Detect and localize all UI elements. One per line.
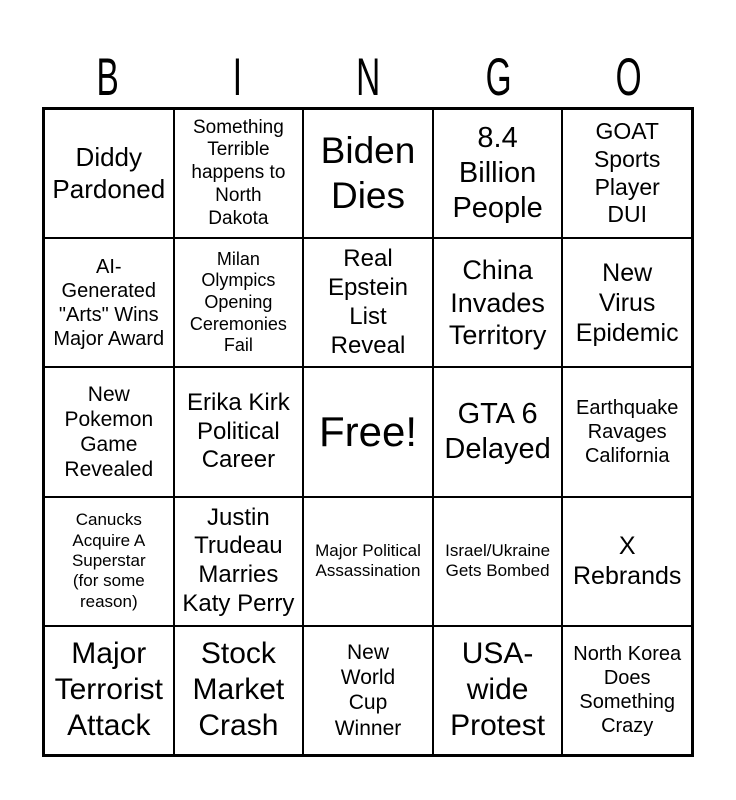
cell-text: Something Terrible happens to North Dakota bbox=[191, 116, 286, 229]
cell-text: Israel/Ukraine Gets Bombed bbox=[445, 540, 551, 581]
bingo-cell-r1c3[interactable] bbox=[303, 109, 433, 238]
bingo-cell-r4c4[interactable] bbox=[433, 497, 563, 626]
bingo-cell-r5c4[interactable] bbox=[433, 626, 563, 755]
bingo-cell-r5c1[interactable] bbox=[44, 626, 174, 755]
bingo-cell-r4c1[interactable] bbox=[44, 497, 174, 626]
title-slot-n bbox=[303, 48, 433, 107]
cell-text: New Virus Epidemic bbox=[575, 258, 679, 347]
bingo-cell-r1c1[interactable] bbox=[44, 109, 174, 238]
cell-text: Erika Kirk Political Career bbox=[187, 388, 290, 474]
cell-text: Justin Trudeau Marries Katy Perry bbox=[182, 503, 295, 617]
title-slot-b bbox=[42, 48, 172, 107]
cell-text: GOAT Sports Player DUI bbox=[593, 118, 661, 228]
cell-text: Major Political Assassination bbox=[315, 540, 421, 581]
cell-text: Major Terrorist Attack bbox=[54, 637, 163, 743]
cell-text: Milan Olympics Opening Ceremonies Fail bbox=[189, 248, 287, 356]
cell-text: Diddy Pardoned bbox=[52, 142, 166, 204]
cell-text: 8.4 Billion People bbox=[452, 122, 543, 224]
title-letter-o: O bbox=[615, 48, 642, 107]
cell-text: AI-Generated "Arts" Wins Major Award bbox=[53, 255, 165, 350]
bingo-cell-r2c2[interactable] bbox=[174, 238, 304, 367]
cell-text: China Invades Territory bbox=[448, 255, 547, 350]
cell-text: New World Cup Winner bbox=[334, 641, 402, 740]
bingo-cell-r5c2[interactable] bbox=[174, 626, 304, 755]
cell-text: New Pokemon Game Revealed bbox=[64, 382, 154, 482]
bingo-cell-r4c5[interactable] bbox=[562, 497, 692, 626]
bingo-cell-r5c5[interactable] bbox=[562, 626, 692, 755]
title-slot-i bbox=[172, 48, 302, 107]
cell-text: Real Epstein List Reveal bbox=[327, 245, 409, 359]
bingo-cell-r3c2[interactable] bbox=[174, 367, 304, 496]
bingo-cell-r1c5[interactable] bbox=[562, 109, 692, 238]
bingo-title bbox=[42, 0, 694, 107]
bingo-cell-r1c2[interactable] bbox=[174, 109, 304, 238]
cell-text: X Rebrands bbox=[572, 532, 682, 591]
cell-text: Stock Market Crash bbox=[192, 637, 285, 743]
title-letter-i: I bbox=[232, 48, 243, 107]
cell-text: USA-wide Protest bbox=[450, 637, 546, 743]
bingo-cell-r2c4[interactable] bbox=[433, 238, 563, 367]
cell-text: North Korea Does Something Crazy bbox=[573, 643, 682, 738]
bingo-cell-r3c5[interactable] bbox=[562, 367, 692, 496]
title-letter-n: N bbox=[355, 48, 381, 107]
bingo-cell-r3c4[interactable] bbox=[433, 367, 563, 496]
cell-text: Earthquake Ravages California bbox=[576, 396, 679, 467]
title-letter-b: B bbox=[96, 48, 119, 107]
cell-text: GTA 6 Delayed bbox=[444, 398, 551, 465]
bingo-cell-r1c4[interactable] bbox=[433, 109, 563, 238]
cell-text: Free! bbox=[318, 407, 417, 455]
title-slot-o bbox=[564, 48, 694, 107]
bingo-cell-r3c1[interactable] bbox=[44, 367, 174, 496]
bingo-card bbox=[42, 0, 694, 757]
bingo-cell-r5c3[interactable] bbox=[303, 626, 433, 755]
title-slot-g bbox=[433, 48, 563, 107]
bingo-cell-r4c3[interactable] bbox=[303, 497, 433, 626]
cell-text: Biden Dies bbox=[320, 130, 416, 216]
title-letter-g: G bbox=[485, 48, 512, 107]
bingo-cell-free[interactable] bbox=[303, 367, 433, 496]
bingo-cell-r2c1[interactable] bbox=[44, 238, 174, 367]
cell-text: Canucks Acquire A Superstar (for some reason) bbox=[71, 510, 146, 611]
bingo-cell-r2c5[interactable] bbox=[562, 238, 692, 367]
bingo-grid bbox=[42, 107, 694, 757]
bingo-cell-r2c3[interactable] bbox=[303, 238, 433, 367]
bingo-cell-r4c2[interactable] bbox=[174, 497, 304, 626]
